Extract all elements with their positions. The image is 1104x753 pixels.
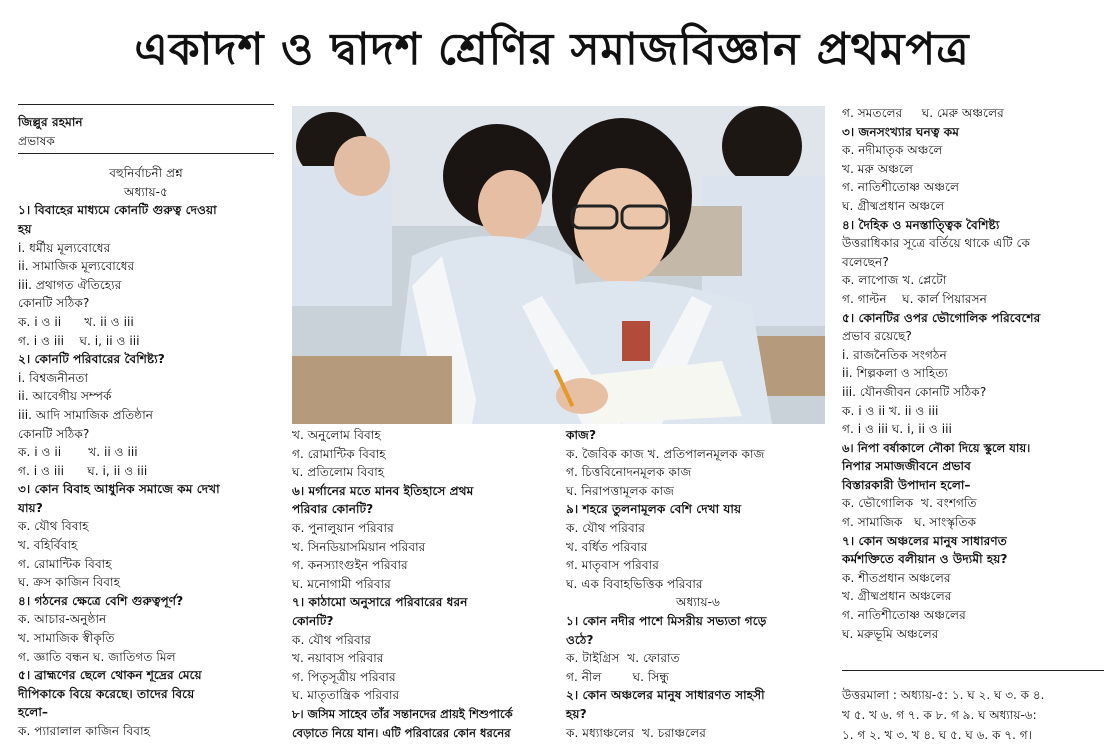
chapter-heading: অধ্যায়-৫ xyxy=(124,184,168,199)
question-text: ওঠে? xyxy=(566,632,594,647)
option-text: iii. যৌনজীবন কোনটি সঠিক? xyxy=(842,384,987,399)
page-headline: একাদশ ও দ্বাদশ শ্রেণির সমাজবিজ্ঞান প্রথমপত্র xyxy=(134,24,970,75)
question-text: ৩। কোন বিবাহ আধুনিক সমাজে কম দেখা xyxy=(18,482,220,497)
option-text: ঘ. মাতৃতান্ত্রিক পরিবার xyxy=(292,688,400,703)
chapter-heading: অধ্যায়-৬ xyxy=(676,595,720,610)
option-text: ক. যৌথ পরিবার xyxy=(566,520,645,535)
option-text: খ. নয়াবাস পরিবার xyxy=(292,651,384,666)
column-1 xyxy=(18,104,274,741)
option-text: ঘ. এক বিবাহভিত্তিক পরিবার xyxy=(566,576,703,591)
question-text: পরিবার কোনটি? xyxy=(292,502,374,517)
option-text: খ. অনুলোম বিবাহ xyxy=(292,428,381,442)
question-text: বিস্তারকারী উপাদান হলো– xyxy=(842,477,971,492)
question-text: ২। কোনটি পরিবারের বৈশিষ্ট্য? xyxy=(18,352,165,367)
option-text: গ. নাতিশীতোষ্ণ অঞ্চলে xyxy=(842,180,960,195)
option-text: ক. i ও ii খ. ii ও iii xyxy=(842,403,939,418)
option-text: খ. মরু অঞ্চলে xyxy=(842,161,913,176)
option-text: ঘ. মনোগামী পরিবার xyxy=(292,576,391,591)
author-designation: প্রভাষক xyxy=(18,133,55,148)
question-text: ৪। দৈহিক ও মনস্তাত্ত্বিক বৈশিষ্ট্য xyxy=(842,217,1000,232)
option-text: ক. মধ্যাঞ্চলের খ. চরাঞ্চলের xyxy=(566,725,706,740)
option-text: iii. আদি সামাজিক প্রতিষ্ঠান xyxy=(18,407,154,422)
divider xyxy=(18,104,274,105)
question-text: ৪। গঠনের ক্ষেত্রে বেশি গুরুত্বপূর্ণ? xyxy=(18,593,184,608)
option-text: গ. i ও iii ঘ. i, ii ও iii xyxy=(18,333,140,348)
question-text: কর্মশক্তিতে বলীয়ান ও উদ্যমী হয়? xyxy=(842,552,1008,567)
option-text: ii. শিল্পকলা ও সাহিত্য xyxy=(842,366,948,381)
question-text: দীপিকাকে বিয়ে করেছে। তাদের বিয়ে xyxy=(18,686,195,701)
option-text: গ. জ্ঞাতি বন্ধন ঘ. জাতিগত মিল xyxy=(18,649,176,664)
question-text: ৫। কোনটির ওপর ভৌগোলিক পরিবেশের xyxy=(842,310,1041,325)
option-text: গ. কনস্যাংগুইন পরিবার xyxy=(292,558,408,573)
option-text: iii. প্রথাগত ঐতিহ্যের xyxy=(18,277,122,292)
option-text: কোনটি সঠিক? xyxy=(18,426,90,441)
option-text: ii. আবেগীয় সম্পর্ক xyxy=(18,389,112,404)
question-text: হয় xyxy=(18,221,32,236)
option-text: ক. শীতপ্রধান অঞ্চলের xyxy=(842,570,951,585)
author-name: জিল্লুর রহমান xyxy=(18,115,83,129)
option-text: ঘ. ক্রস কাজিন বিবাহ xyxy=(18,575,120,590)
option-text: ক. যৌথ পরিবার xyxy=(292,632,371,647)
option-text: i. বিশ্বজনীনতা xyxy=(18,370,88,385)
option-text: গ. পিতৃসূত্রীয় পরিবার xyxy=(292,669,396,684)
students-exam-photo xyxy=(292,106,825,424)
option-text: ঘ. প্রতিলোম বিবাহ xyxy=(292,465,385,480)
answer-key xyxy=(842,670,1104,745)
question-text: ১। কোন নদীর পাশে মিসরীয় সভ্যতা গড়ে xyxy=(566,613,767,628)
option-text: ক. আচার-অনুষ্ঠান xyxy=(18,612,107,627)
option-text: গ. চিত্তবিনোদনমূলক কাজ xyxy=(566,465,692,480)
section-title: বহুনির্বাচনী প্রশ্ন xyxy=(109,166,183,181)
question-text: ৬। মর্গানের মতে মানব ইতিহাসে প্রথম xyxy=(292,483,474,498)
option-text: গ. i ও iii ঘ. i, ii ও iii xyxy=(842,422,952,437)
option-text: i. ধর্মীয় মূল্যবোধের xyxy=(18,240,111,255)
divider xyxy=(18,153,274,154)
option-text: গ. নীল ঘ. সিন্ধু xyxy=(566,669,670,684)
option-text: খ. বহির্বিবাহ xyxy=(18,538,78,553)
question-text: প্রভাব রয়েছে? xyxy=(842,329,912,344)
option-text: ক. জৈবিক কাজ খ. প্রতিপালনমূলক কাজ xyxy=(566,446,765,461)
option-text: ক. i ও ii খ. ii ও iii xyxy=(18,445,138,460)
option-text: গ. রোমান্টিক বিবাহ xyxy=(292,446,386,461)
column-2 xyxy=(292,426,554,742)
answer-line: খ ৫. খ ৬. গ ৭. ক ৮. গ ৯. ঘ অধ্যায়-৬: xyxy=(842,708,1037,722)
question-text: ৩। জনসংখ্যার ঘনত্ব কম xyxy=(842,124,960,139)
question-text: ৮। জসিম সাহেব তাঁর সন্তানদের প্রায়ই শিশুপার্কে xyxy=(292,706,513,721)
option-text: ক. ভৌগোলিক খ. বংশগতি xyxy=(842,496,977,511)
question-text: ২। কোন অঞ্চলের মানুষ সাধারণত সাহসী xyxy=(566,688,765,703)
option-text: গ. রোমান্টিক বিবাহ xyxy=(18,556,112,571)
question-text: নিপার সমাজজীবনে প্রভাব xyxy=(842,459,971,474)
question-text: উত্তরাধিকার সূত্রে বর্তিয়ে থাকে এটি কে xyxy=(842,236,1031,251)
option-text: খ. গ্রীষ্মপ্রধান অঞ্চলের xyxy=(842,589,952,604)
question-text: হয়? xyxy=(566,706,587,721)
question-text: ৭। কাঠামো অনুসারে পরিবারের ধরন xyxy=(292,595,468,610)
option-text: খ. সামাজিক স্বীকৃতি xyxy=(18,631,115,646)
question-text: ৬। নিপা বর্ষাকালে নৌকা দিয়ে স্কুলে যায়। xyxy=(842,440,1031,455)
option-text: ঘ. নিরাপত্তামূলক কাজ xyxy=(566,483,675,498)
answer-line: ১. গ ২. খ ৩. খ ৪. ঘ ৫. ঘ ৬. ক ৭. গ। xyxy=(842,728,1032,742)
question-text: ৫। ব্রাহ্মণের ছেলে থোকন শূদ্রের মেয়ে xyxy=(18,668,202,683)
option-text: ক. প্যারালাল কাজিন বিবাহ xyxy=(18,724,151,738)
question-text: বেড়াতে নিয়ে যান। এটি পরিবারের কোন ধরনের xyxy=(292,725,511,740)
question-text: কোনটি? xyxy=(292,613,334,628)
exam-hall-illustration xyxy=(292,106,825,424)
option-text: ii. সামাজিক মূল্যবোধের xyxy=(18,259,135,274)
option-text: কোনটি সঠিক? xyxy=(18,296,90,311)
question-text: ৯। শহরে তুলনামূলক বেশি দেখা যায় xyxy=(566,502,742,517)
option-text: গ. নাতিশীতোষ্ণ অঞ্চলের xyxy=(842,608,966,623)
option-text: খ. সিনডিয়াসমিয়ান পরিবার xyxy=(292,539,426,554)
question-text: যায়? xyxy=(18,500,43,515)
option-text: ক. নদীমাতৃক অঞ্চলে xyxy=(842,143,943,158)
answer-line: উত্তরমালা : অধ্যায়-৫: ১. ঘ ২. ঘ ৩. ক ৪. xyxy=(842,688,1045,702)
question-text: হলো– xyxy=(18,705,49,720)
column-4 xyxy=(842,104,1104,643)
column-3 xyxy=(566,426,830,742)
question-text: ১। বিবাহের মাধ্যমে কোনটি গুরুত্ব দেওয়া xyxy=(18,203,217,218)
option-text: i. রাজনৈতিক সংগঠন xyxy=(842,347,947,362)
option-text: ঘ. মরুভূমি অঞ্চলের xyxy=(842,626,939,641)
option-text: ক. লাপোজ খ. প্লেটো xyxy=(842,273,947,288)
option-text: গ. সামাজিক ঘ. সাংস্কৃতিক xyxy=(842,515,977,530)
question-text: ৭। কোন অঞ্চলের মানুষ সাধারণত xyxy=(842,533,1007,548)
option-text: ক. যৌথ বিবাহ xyxy=(18,519,89,534)
option-text: ঘ. গ্রীষ্মপ্রধান অঞ্চলে xyxy=(842,198,945,213)
option-text: গ. মাতৃবাস পরিবার xyxy=(566,558,659,573)
option-text: ক. টাইগ্রিস খ. ফোরাত xyxy=(566,651,680,666)
option-text: গ. i ও iii ঘ. i, ii ও iii xyxy=(18,463,148,478)
option-text: ক. i ও ii খ. ii ও iii xyxy=(18,314,134,329)
question-text: বলেছেন? xyxy=(842,254,889,269)
option-text: খ. বর্ধিত পরিবার xyxy=(566,539,648,554)
option-text: গ. গাল্টন ঘ. কার্ল পিয়ারসন xyxy=(842,291,987,306)
question-text: কাজ? xyxy=(566,428,597,442)
option-text: গ. সমতলের ঘ. মেরু অঞ্চলের xyxy=(842,106,1004,120)
option-text: ক. পুনালুয়ান পরিবার xyxy=(292,520,394,535)
